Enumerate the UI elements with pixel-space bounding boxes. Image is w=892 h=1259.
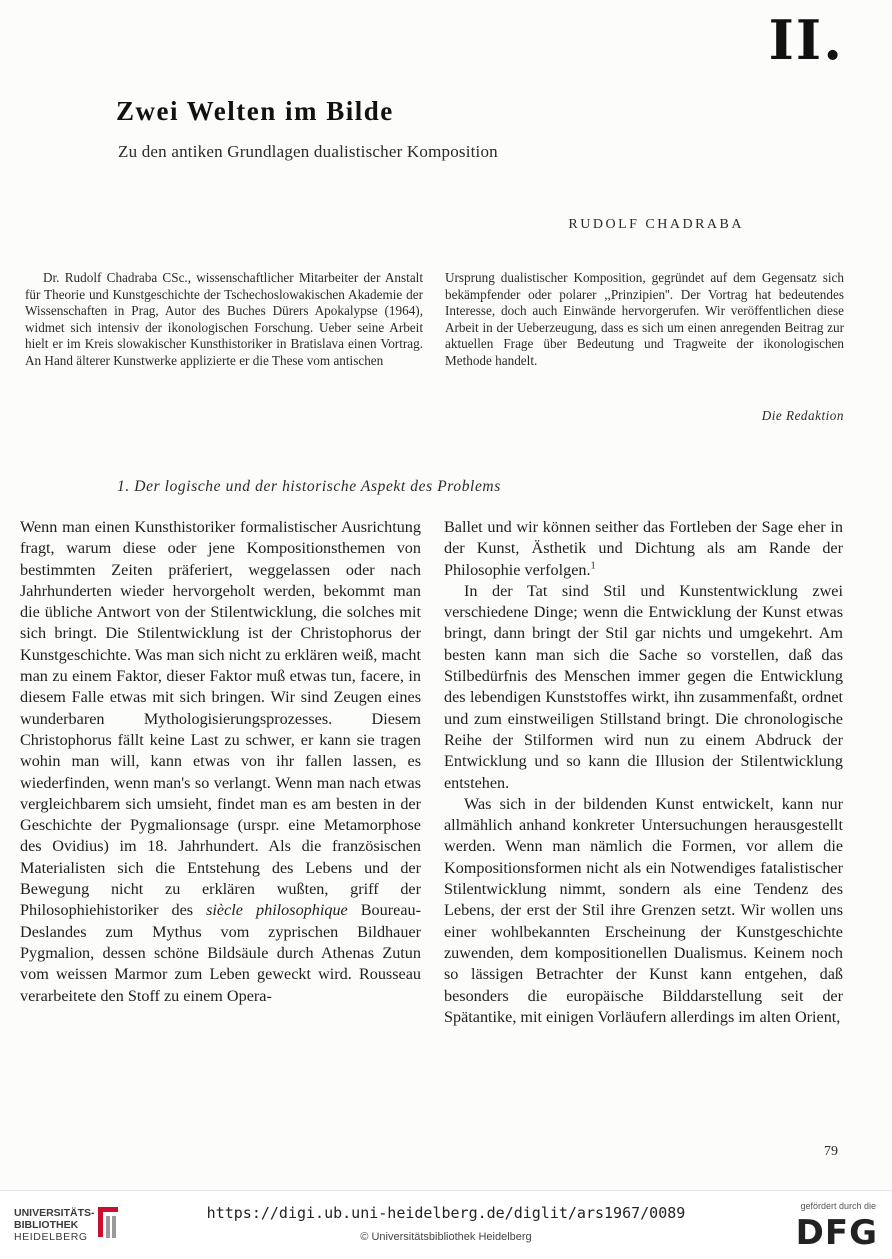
body-column-left (20, 517, 421, 1007)
article-title: Zwei Welten im Bilde (116, 96, 394, 126)
chapter-number: II. (768, 8, 844, 72)
italic-phrase: siècle philosophique (206, 901, 348, 920)
article-subtitle: Zu den antiken Grundlagen dualistischer Komposition (118, 142, 498, 161)
body-text: Wenn man einen Kunsthistoriker formalistischer Ausrichtung fragt, warum diese oder jene Kompositionsthemen von bestimmten Zeiten präferiert, weggelassen oder nach Jahrhunderten wieder hervorgeholt werden, bekommt man die übliche Antwort von der Stilentwicklung, die solches mit sich bringt. Die Stilentwicklung ist der Christophorus der Kunstgeschichte. Was man sich nicht zu erklären weiß, macht man zu einem Faktor, dieser Faktor muß etwas tun, facere, in diesem Falle etwas mit sich bringen. Wir sind Zeugen eines wunderbaren Mythologisierungsprozesses. Diesem Christophorus fällt keine Last zu schwer, er kann sie tragen wohin man will, kann etwas von ihr fallen lassen, es wiederfinden, wenn man's so verlangt. Wenn man nach etwas vergleichbarem sich umsieht, findet man es am besten in der Geschichte der Pygmalionsage (urspr. eine Metamorphose des Ovidius) im 18. Jahrhundert. Als die französischen Materialisten sich die Entstehung des Lebens und der Bewegung nicht zu erklären wußten, griff der Philosophiehistoriker des (20, 518, 421, 920)
footer-bar (0, 1190, 892, 1259)
editorial-intro-right: Ursprung dualistischer Komposition, gegründet auf dem Gegensatz sich bekämpfender oder polarer ,,Prinzipien''. Der Vortrag hat bedeutendes Interesse, doch auch Einwände hervorgerufen. Wir veröffentlichen diese Arbeit in der Ueberzeugung, dass es sich um einen anregenden Beitrag zur aktuellen Frage über Bedeutung und Tragweite der ikonologischen Methode handelt. (445, 270, 844, 368)
article-author: RUDOLF CHADRABA (568, 217, 744, 232)
section-heading: 1. Der logische und der historische Aspekt des Problems (117, 478, 501, 495)
library-name-line: UNIVERSITÄTS- (14, 1207, 95, 1219)
footnote-marker[interactable]: 1 (590, 560, 596, 572)
library-name-line: BIBLIOTHEK (14, 1219, 79, 1231)
permalink-url[interactable]: https://digi.ub.uni-heidelberg.de/diglit/ars1967/0089 (206, 1204, 686, 1222)
editorial-signature: Die Redaktion (761, 408, 844, 423)
body-text: Ballet und wir können seither das Fortleben der Sage eher in der Kunst, Ästhetik und Dichtung als am Rande der Philosophie verfolgen. (444, 518, 843, 579)
body-paragraph: In der Tat sind Stil und Kunstentwicklung zwei verschiedene Dinge; wenn die Entwicklung der Kunst etwas bringt, dann bringt der Stil gar nichts und umgekehrt. Am besten kann man sich die Sache so vorstellen, daß das Stilbedürfnis des Menschen immer gegen die Entwicklung des lebendigen Kunststoffes wirkt, ihn zusammenfaßt, ordnet und zum einstweiligen Stillstand bringt. Die chronologische Reihe der Stilformen wird nun zu einem Abdruck der Entwicklung und so kann die Illusion der Stilentwicklung entstehen. (444, 581, 843, 792)
page-number: 79 (824, 1144, 838, 1159)
body-text: Boureau-Deslandes zum Mythus vom zyprischen Bildhauer Pygmalion, dessen schöne Bildsäule durch Athenas Zutun vom weissen Marmor zum Leben geweckt wird. Rousseau verarbeitete den Stoff zu einem Opera- (20, 901, 421, 1005)
dfg-logo[interactable]: DFG (795, 1213, 878, 1253)
body-paragraph (444, 517, 843, 581)
body-column-right (444, 517, 843, 1028)
copyright-notice: © Universitätsbibliothek Heidelberg (360, 1231, 532, 1243)
library-name-line: HEIDELBERG (14, 1231, 88, 1243)
body-paragraph (20, 517, 421, 1007)
body-paragraph: Was sich in der bildenden Kunst entwickelt, kann nur allmählich anhand konkreter Untersuchungen herausgestellt werden. Wenn man nämlich die Formen, vor allem die Kompositionsformen nicht als ein Notwendiges fatalistischer Stilentwicklung nimmt, sondern als eine Tendenz des Lebens, der erst der Stil ihre Grenzen setzt. Wir wollen uns einer wohlbekannten Erscheinung der Kunstgeschichte zuwenden, dem kompositionellen Dualismus. Keinem noch so lässigen Betrachter der Kunst kann entgehen, daß besonders die europäische Bilddarstellung seit der Spätantike, mit einigen Vorläufern allerdings im alten Orient, (444, 794, 843, 1026)
funding-note: gefördert durch die (800, 1201, 876, 1211)
editorial-intro-left: Dr. Rudolf Chadraba CSc., wissenschaftlicher Mitarbeiter der Anstalt für Theorie und Kunstgeschichte der Tschechoslowakischen Akademie der Wissenschaften in Prag, Autor des Buches Dürers Apokalypse (1964), widmet sich intensiv der ikonologischen Forschung. Ueber seine Arbeit hielt er im Kreis slowakischer Kunsthistoriker in Bratislava einen Vortrag. An Hand älterer Kunstwerke applizierte er die These vom antischen (25, 270, 423, 368)
